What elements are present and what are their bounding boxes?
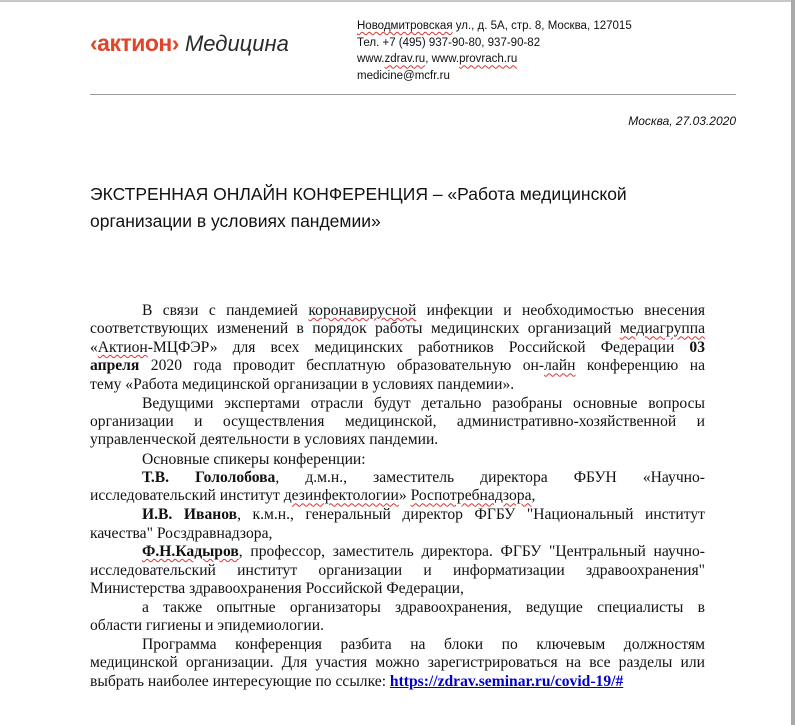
text-line xyxy=(90,617,705,635)
text-segment: организации и осуществления медицинской, административно-хозяйственной и xyxy=(90,412,705,430)
text-line xyxy=(90,487,705,505)
text-line xyxy=(90,580,705,598)
text-line xyxy=(90,525,705,543)
text-line xyxy=(90,451,705,469)
text-line xyxy=(90,543,705,561)
text-segment: Основные спикеры конференции: xyxy=(142,450,366,468)
text-line xyxy=(90,395,705,413)
registration-link[interactable]: https://zdrav.seminar.ru/covid-19/# xyxy=(389,672,624,690)
title-line-1: ЭКСТРЕННАЯ ОНЛАЙН КОНФЕРЕНЦИЯ – «Работа медицинской xyxy=(90,184,627,204)
text-segment: области гигиены и эпидемиологии. xyxy=(90,617,324,635)
text-segment: Роспотребнадзора xyxy=(410,487,532,505)
text-line xyxy=(90,469,705,487)
aktion-medicina-logo xyxy=(90,30,289,57)
speaker-name: Ф.Н.Кадыров xyxy=(142,543,239,561)
text-line xyxy=(90,431,705,449)
text-line xyxy=(90,636,705,654)
text-segment: « xyxy=(90,338,98,356)
address: Новодмитровская ул., д. 5А, стр. 8, Москва, 127015 xyxy=(357,20,632,32)
speaker-name: И.В. Иванов xyxy=(142,506,238,524)
text-segment: Ведущими экспертами отрасли будут детально разобраны основные вопросы xyxy=(142,394,705,412)
email: medicine@mcfr.ru xyxy=(357,70,450,83)
text-line xyxy=(90,376,705,394)
text-segment: коронавирусной xyxy=(308,302,417,319)
text-line xyxy=(90,357,705,375)
logo-brand: ‹актион› xyxy=(90,30,179,56)
text-line xyxy=(90,339,705,357)
text-segment: медиагруппа xyxy=(619,320,705,338)
text-segment: медицинской организации. Для участия можно зарегистрироваться на все разделы или xyxy=(90,654,705,672)
page-right-edge xyxy=(791,0,795,725)
text-line xyxy=(90,506,705,524)
speaker-name: 03 xyxy=(689,338,705,356)
text-segment: а также опытные организаторы здравоохранения, ведущие специалисты в xyxy=(142,599,705,616)
text-segment: , профессор, заместитель директора. ФГБУ "Центральный научно- xyxy=(238,543,705,561)
phone: Тел. +7 (495) 937-90-80, 937-90-82 xyxy=(357,36,541,49)
text-line xyxy=(90,654,705,672)
text-segment: соответствующих изменений в порядок работы медицинских организаций xyxy=(90,320,620,338)
contact-block xyxy=(357,18,632,85)
document-date: Москва, 27.03.2020 xyxy=(628,114,736,128)
text-segment: , xyxy=(531,487,536,505)
text-line xyxy=(90,413,705,431)
text-segment: исследовательский институт организации и информатизации здравоохранения" xyxy=(90,561,705,579)
text-segment: дезинфектологии xyxy=(283,487,399,505)
text-line xyxy=(90,673,705,691)
text-line xyxy=(90,562,705,580)
speaker-name: Т.В. Гололобова xyxy=(142,468,276,486)
text-line xyxy=(90,320,705,338)
text-segment: лайн xyxy=(544,357,576,375)
text-segment: 2020 года проводит бесплатную образовательную он- xyxy=(139,357,545,375)
document-title xyxy=(90,181,627,235)
logo-subtitle: Медицина xyxy=(184,31,289,56)
text-segment: тему «Работа медицинской организации в условиях пандемии». xyxy=(90,375,515,393)
text-segment: Министерства здравоохранения Российской Федерации, xyxy=(90,580,464,597)
text-segment: конференцию на xyxy=(575,357,705,375)
text-segment: , д.м.н., заместитель директора ФБУН «Научно- xyxy=(275,468,705,486)
window-top-border xyxy=(0,0,795,2)
text-segment: выбрать наиболее интересующие по ссылке: xyxy=(90,672,390,690)
text-line xyxy=(90,302,705,320)
text-segment: » xyxy=(398,487,411,505)
speaker-name: апреля xyxy=(90,357,140,375)
text-segment: Актион xyxy=(97,338,148,356)
text-segment: Программа конференция разбита на блоки по ключевым должностям xyxy=(142,636,705,653)
text-segment: исследовательский институт xyxy=(90,487,284,505)
text-segment: -МЦФЭР» для всех медицинских работников Российской Федерации xyxy=(147,338,690,356)
text-segment: качества" Росздравнадзора, xyxy=(90,524,273,542)
title-line-2: организации в условиях пандемии» xyxy=(90,211,381,231)
websites: www.zdrav.ru, www.provrach.ru xyxy=(357,53,518,66)
header-divider xyxy=(90,94,736,95)
text-segment: управленческой деятельности в условиях пандемии. xyxy=(90,431,439,449)
text-segment: , к.м.н., генеральный директор ФГБУ "Национальный институт xyxy=(237,506,705,524)
text-segment: В связи с пандемией xyxy=(142,302,309,319)
text-segment: инфекции и необходимостью внесения xyxy=(416,302,706,319)
text-line xyxy=(90,599,705,617)
